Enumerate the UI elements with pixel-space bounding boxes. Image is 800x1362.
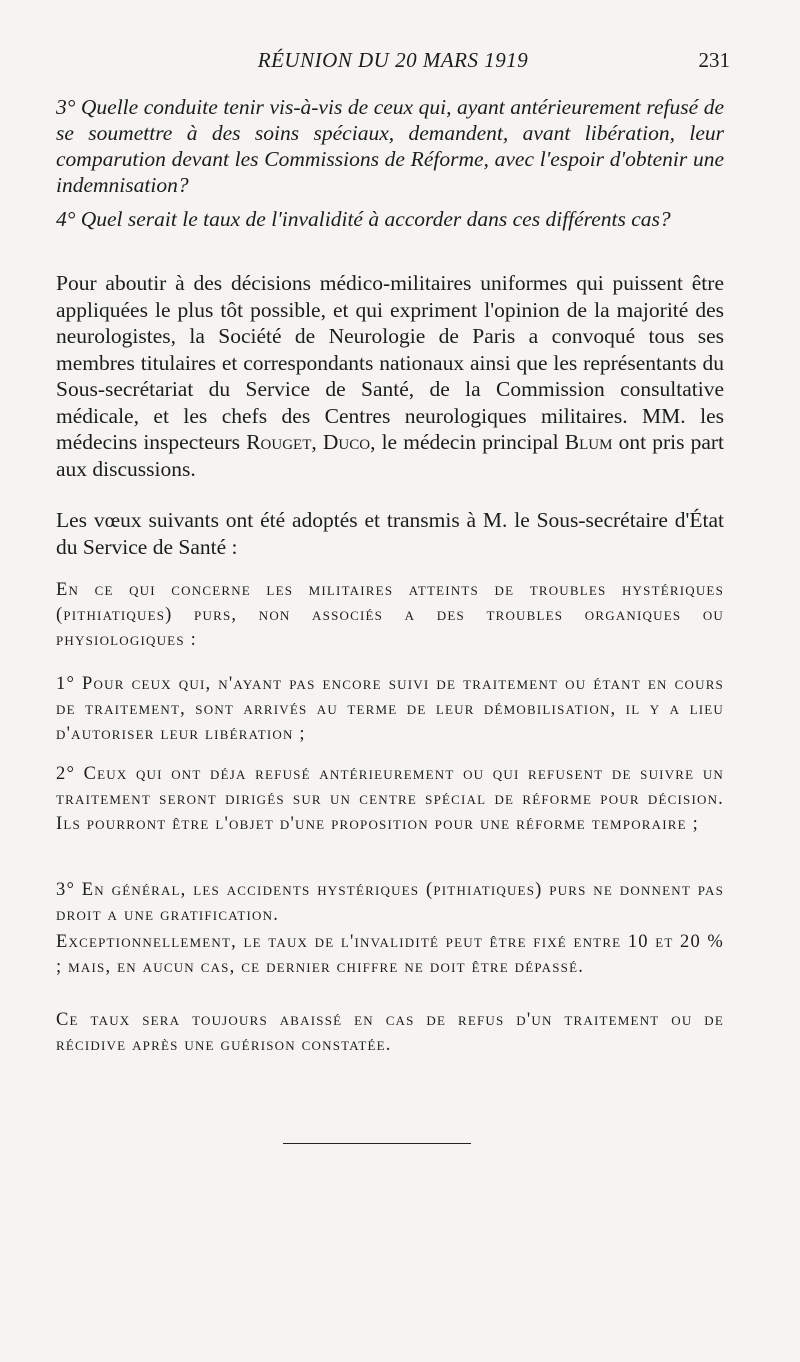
intro-text-a: Pour aboutir à des décisions médico-militaires uniformes qui puissent être appliquées le plus tôt possible, et qui expriment l'opinion de la majorité des neurologistes, la Société de Neurologie de Paris a convoqué tous ses membres titulaires et correspondants nationaux ainsi que les représentants du Sous-secrétariat du Service de Santé, de la Commission consultative médicale, et les chefs des Centres neurologiques militaires. MM. les médecins inspecteurs — [56, 271, 724, 454]
end-rule — [283, 1143, 471, 1144]
resolution-4-text: Exceptionnellement, le taux de l'invalidité peut être fixé entre 10 et 20 % ; mais, en aucun cas, ce dernier chiffre ne doit être dépassé. — [56, 932, 724, 977]
adoption-paragraph-text: Les vœux suivants ont été adoptés et transmis à M. le Sous-secrétaire d'État du Service de Santé : — [56, 508, 724, 559]
name-duco: Duco — [322, 430, 371, 454]
resolution-2 — [56, 762, 724, 837]
page-number: 231 — [698, 48, 730, 72]
question-4-text: 4° Quel serait le taux de l'invalidité à accorder dans ces différents cas? — [56, 207, 671, 231]
name-rouget: Rouget — [246, 430, 312, 454]
header-title: RÉUNION DU 20 MARS 1919 — [257, 48, 529, 72]
resolution-1-text: 1° Pour ceux qui, n'ayant pas encore suivi de traitement ou étant en cours de traitement, sont arrivés au terme de leur démobilisation, il y a lieu d'autoriser leur libération ; — [56, 674, 724, 744]
adoption-paragraph — [56, 507, 724, 560]
resolution-5 — [56, 1008, 724, 1058]
resolution-heading — [56, 578, 724, 653]
intro-paragraph-text: Pour aboutir à des décisions médico-militaires uniformes qui puissent être appliquées le plus tôt possible, et qui expriment l'opinion de la majorité des neurologistes, la Société de Neurologie de Paris a convoqué tous ses membres titulaires et correspondants nationaux ainsi que les représentants du Sous-secrétariat du Service de Santé, de la Commission consultative médicale, et les chefs des Centres neurologiques militaires. MM. les médecins inspecteurs Rouget, Duco, le médecin principal Blum ont pris part aux discussions. — [56, 271, 725, 481]
running-header — [56, 48, 730, 88]
resolution-heading-text: En ce qui concerne les militaires atteints de troubles hystériques (pithiatiques) purs, non associés a des troubles organiques ou physiologiques : — [56, 580, 724, 650]
question-4 — [56, 206, 724, 232]
resolution-2-text: 2° Ceux qui ont déja refusé antérieurement ou qui refusent de suivre un traitement seront dirigés sur un centre spécial de réforme pour décision. Ils pourront être l'objet d'une proposition pour une réforme temporaire ; — [56, 764, 724, 834]
question-3 — [56, 94, 724, 198]
name-blum: Blum — [564, 430, 613, 454]
question-3-text: 3° Quelle conduite tenir vis-à-vis de ceux qui, ayant antérieurement refusé de se soumettre à des soins spéciaux, demandent, avant libération, leur comparution devant les Commissions de Réforme, avec l'espoir d'obtenir une indemnisation? — [56, 95, 724, 197]
resolution-3 — [56, 878, 724, 928]
resolution-4 — [56, 930, 724, 980]
intro-text-b: , le médecin principal — [370, 430, 559, 454]
intro-text-c: ont pris part aux discussions. — [56, 430, 725, 481]
resolution-5-text: Ce taux sera toujours abaissé en cas de refus d'un traitement ou de récidive après une guérison constatée. — [56, 1010, 724, 1055]
resolution-3-text: 3° En général, les accidents hystériques (pithiatiques) purs ne donnent pas droit a une gratification. — [56, 880, 724, 925]
intro-paragraph — [56, 270, 724, 482]
resolution-1 — [56, 672, 724, 747]
